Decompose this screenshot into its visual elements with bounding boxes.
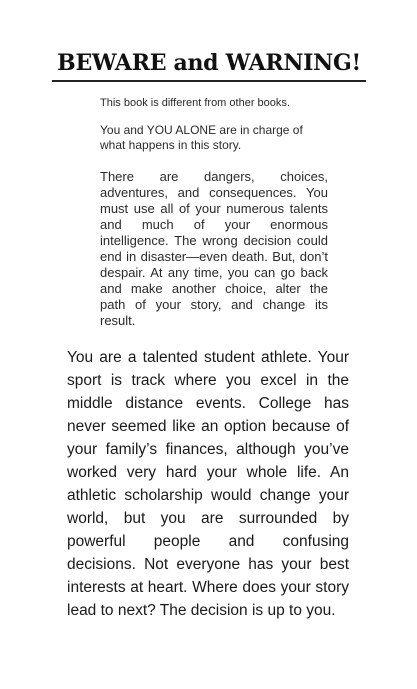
story-paragraph: You are a talented student athlete. Your sport is track where you excel in the middle distance events. College has never seemed like an option because of your family’s finances, although you’ve worked very hard your whole life. An athletic scholarship would change your world, but you are surrounded by powerful people and confusing decisions. Not everyone has your best interests at heart. Where does your story lead to next? The decision is up to you. bbox=[67, 349, 349, 619]
warning-paragraph: There are dangers, choices, adventures, and consequences. You must use all of your numerous talents and much of your enormous intelligence. The wrong decision could end in disaster—even death. But, don’t despair. At any time, you can go back and make another choice, alter the path of your story, and change its result. bbox=[100, 169, 328, 328]
page-title: BEWARE and WARNING! bbox=[57, 50, 361, 76]
title-divider bbox=[52, 80, 366, 82]
intro-charge-line: You and YOU ALONE are in charge of what happens in this story. bbox=[100, 123, 303, 152]
intro-line: This book is different from other books. bbox=[100, 97, 290, 109]
